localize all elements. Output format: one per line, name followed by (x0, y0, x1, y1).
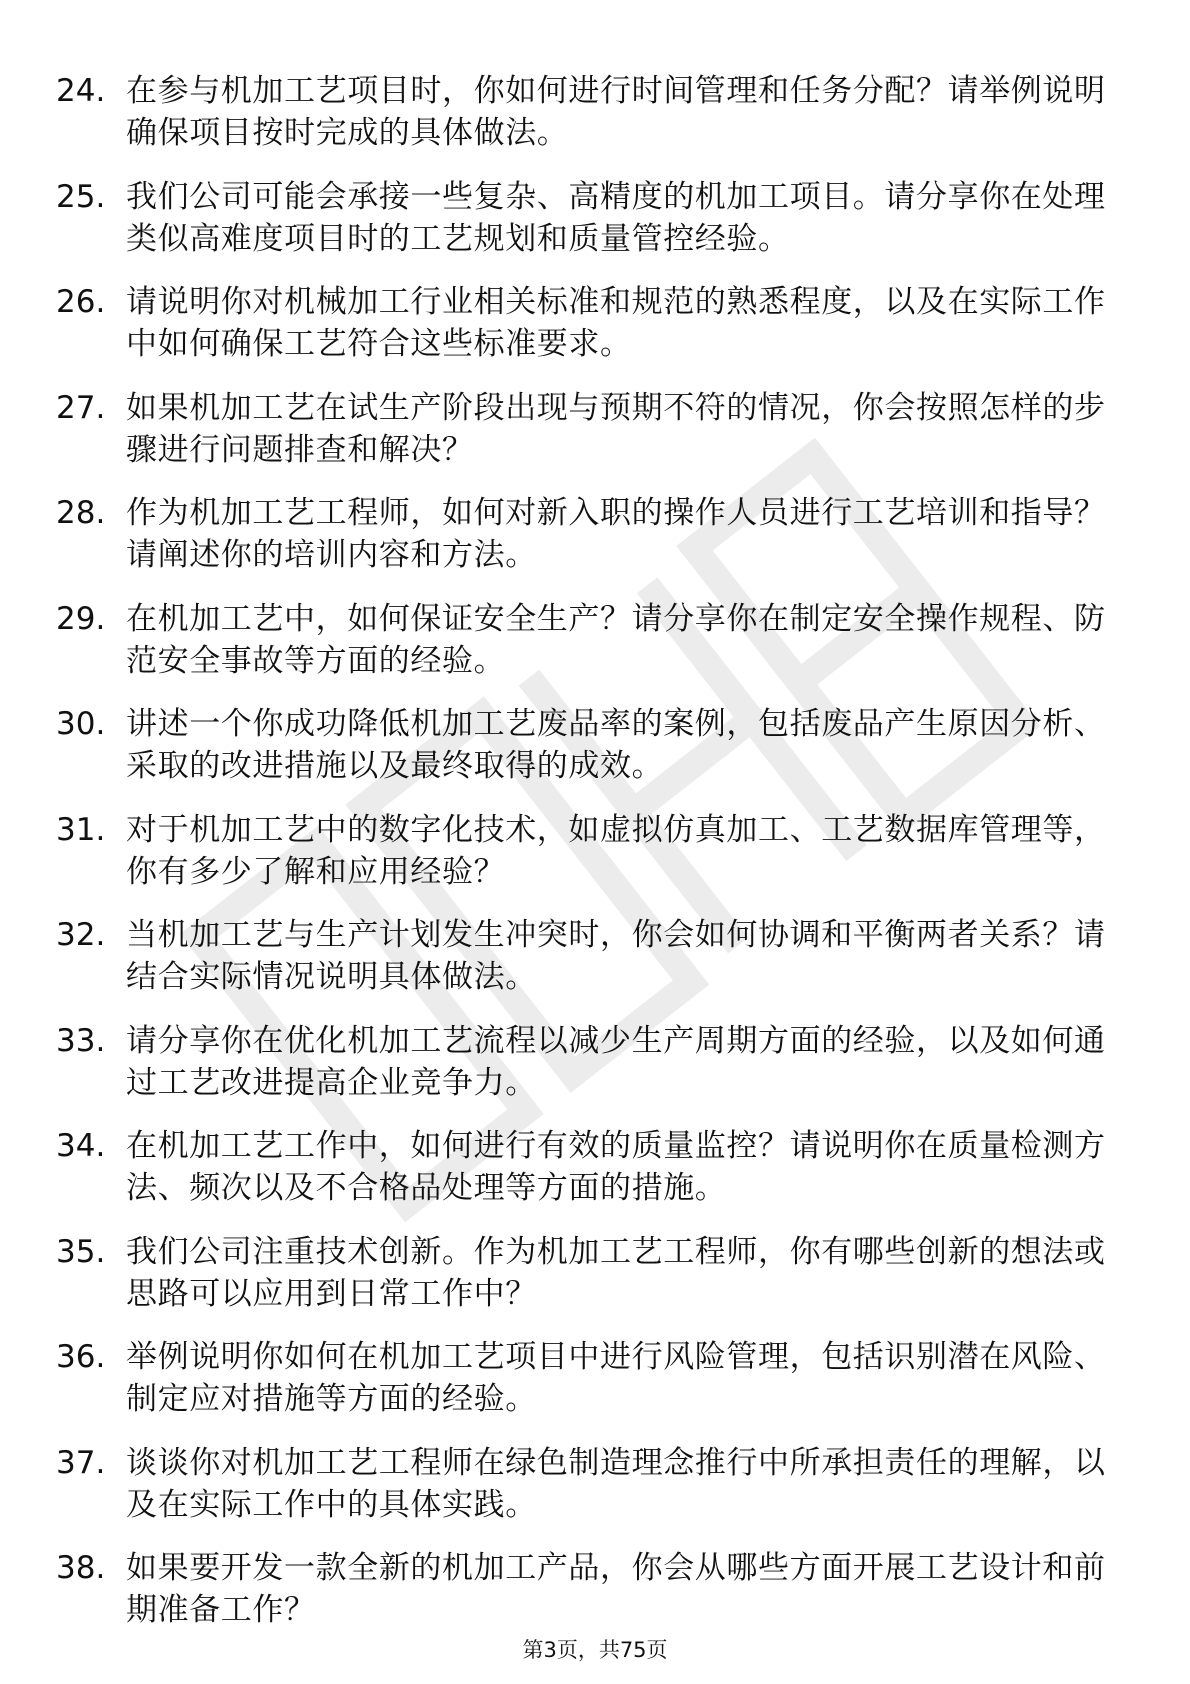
question-text: 我们公司注重技术创新。作为机加工艺工程师，你有哪些创新的想法或思路可以应用到日常工作中？ (126, 1233, 1106, 1312)
list-item (56, 1547, 1136, 1631)
list-item (56, 1442, 1136, 1526)
question-number: 30. (56, 706, 106, 742)
question-text: 谈谈你对机加工艺工程师在绿色制造理念推行中所承担责任的理解，以及在实际工作中的具体实践。 (126, 1444, 1106, 1523)
question-number: 35. (56, 1233, 106, 1270)
page-number-footer: 第3页，共75页 (522, 1638, 668, 1662)
question-number: 34. (56, 1128, 106, 1164)
question-text: 在参与机加工艺项目时，你如何进行时间管理和任务分配？请举例说明确保项目按时完成的具体做法。 (126, 73, 1106, 151)
list-item (56, 70, 1136, 154)
question-text: 如果要开发一款全新的机加工产品，你会从哪些方面开展工艺设计和前期准备工作？ (126, 1550, 1106, 1628)
question-text: 请说明你对机械加工行业相关标准和规范的熟悉程度，以及在实际工作中如何确保工艺符合这些标准要求。 (126, 284, 1106, 362)
list-item (56, 1125, 1136, 1209)
question-text: 如果机加工艺在试生产阶段出现与预期不符的情况，你会按照怎样的步骤进行问题排查和解决？ (126, 389, 1106, 468)
list-item (56, 176, 1136, 260)
question-number: 38. (56, 1550, 106, 1586)
list-item (56, 1336, 1136, 1420)
list-item (56, 598, 1136, 682)
question-text: 作为机加工艺工程师，如何对新入职的操作人员进行工艺培训和指导？请阐述你的培训内容和方法。 (126, 495, 1106, 573)
question-number: 29. (56, 600, 106, 637)
list-item (56, 492, 1136, 576)
list-item (56, 809, 1136, 893)
question-number: 33. (56, 1022, 106, 1059)
list-item (56, 1020, 1136, 1104)
list-item (56, 914, 1136, 998)
list-item (56, 387, 1136, 471)
question-text: 对于机加工艺中的数字化技术，如虚拟仿真加工、工艺数据库管理等，你有多少了解和应用经验？ (126, 811, 1106, 890)
question-number: 27. (56, 389, 106, 426)
question-text: 请分享你在优化机加工艺流程以减少生产周期方面的经验，以及如何通过工艺改进提高企业竞争力。 (126, 1022, 1106, 1101)
question-number: 32. (56, 917, 106, 953)
question-number: 36. (56, 1339, 106, 1375)
question-number: 24. (56, 73, 106, 109)
question-text: 在机加工艺工作中，如何进行有效的质量监控？请说明你在质量检测方法、频次以及不合格品处理等方面的措施。 (126, 1128, 1106, 1206)
question-number: 28. (56, 495, 106, 531)
question-text: 举例说明你如何在机加工艺项目中进行风险管理，包括识别潜在风险、制定应对措施等方面的经验。 (126, 1339, 1106, 1417)
question-text: 当机加工艺与生产计划发生冲突时，你会如何协调和平衡两者关系？请结合实际情况说明具体做法。 (126, 917, 1106, 995)
question-number: 26. (56, 284, 106, 320)
question-list (56, 70, 1136, 1653)
list-item (56, 281, 1136, 365)
question-number: 37. (56, 1444, 106, 1481)
question-text: 讲述一个你成功降低机加工艺废品率的案例，包括废品产生原因分析、采取的改进措施以及最终取得的成效。 (126, 706, 1106, 784)
list-item (56, 703, 1136, 787)
list-item (56, 1231, 1136, 1315)
question-text: 我们公司可能会承接一些复杂、高精度的机加工项目。请分享你在处理类似高难度项目时的工艺规划和质量管控经验。 (126, 178, 1106, 257)
question-number: 31. (56, 811, 106, 848)
question-number: 25. (56, 178, 106, 215)
question-text: 在机加工艺中，如何保证安全生产？请分享你在制定安全操作规程、防范安全事故等方面的经验。 (126, 600, 1106, 679)
